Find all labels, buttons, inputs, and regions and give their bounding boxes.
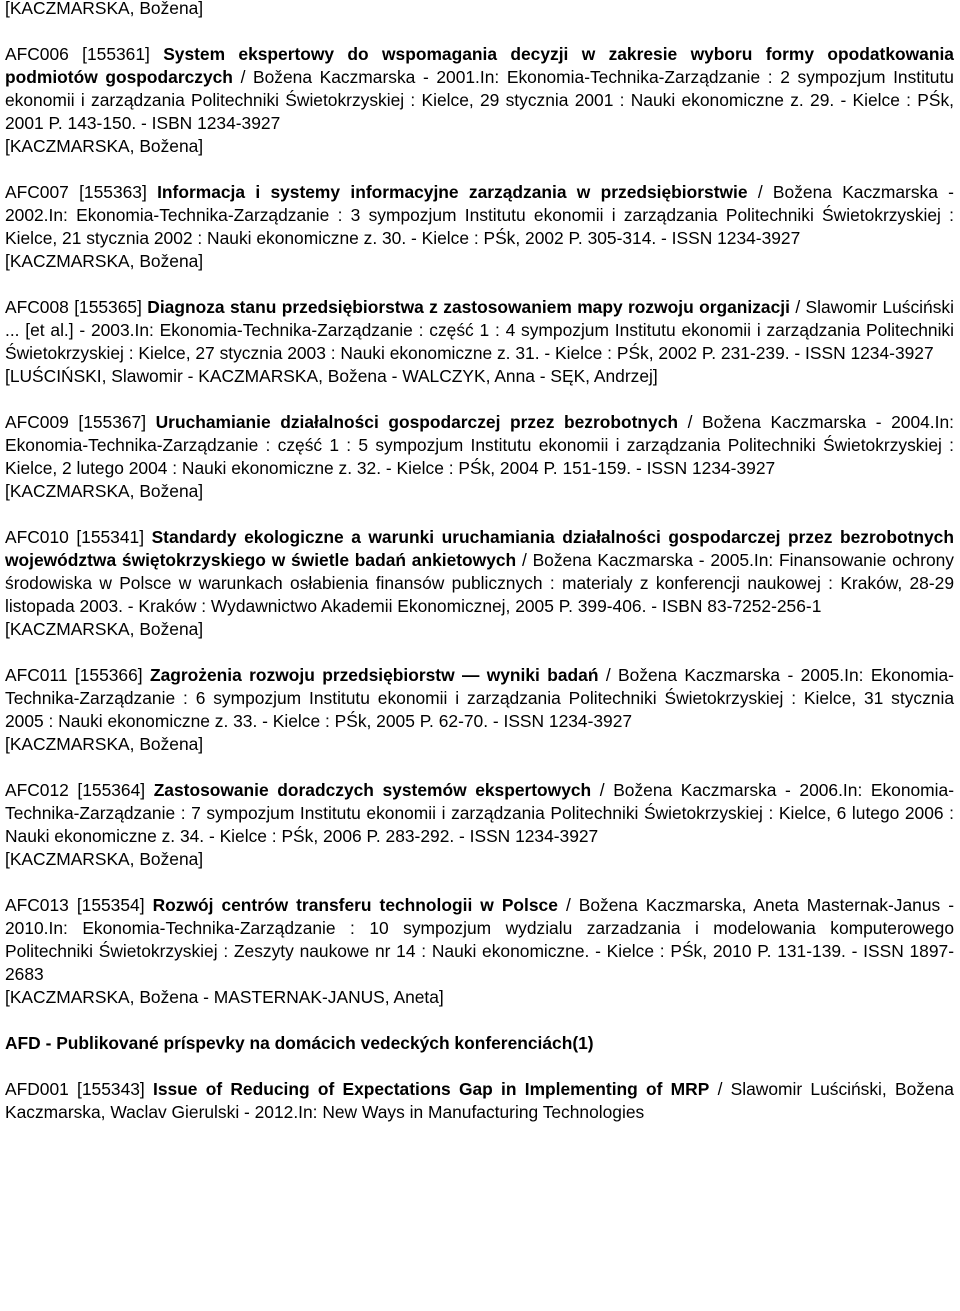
authors-line: [KACZMARSKA, Božena] (5, 734, 204, 754)
entry-details: / Božena Kaczmarska - 2005.In: Finansowanie ochrony środowiska w Polsce w warunkach osłabienia finansów publicznych : materialy z konferencji naukowej : Kraków, 28-29 listopada 2003. - Kraków : Wydawnictwo Akademii Ekonomicznej, 2005 P. 399-406. - ISBN 83-7252-256-1 (5, 550, 954, 616)
entry-id: [155366] (74, 665, 143, 685)
bibliography-entry-afc011 (5, 664, 954, 756)
section-heading: AFD - Publikované príspevky na domácich vedeckých konferenciách(1) (5, 1033, 594, 1053)
entry-id: [155361] (82, 44, 150, 64)
entry-details: / Slawomir Luściński ... [et al.] - 2003.In: Ekonomia-Technika-Zarządzanie : część 1 : 4 sympozjum Institutu ekonomii i zarządzania Politechniki Świetokrzyskiej : Kielce, 27 stycznia 2003 : Nauki ekonomiczne z. 31. - Kielce : PŚk, 2002 P. 231-239. - ISSN 1234-3927 (5, 297, 954, 363)
entry-text (5, 894, 954, 986)
authors-line: [KACZMARSKA, Božena] (5, 481, 204, 501)
entry-title: Standardy ekologiczne a warunki uruchamiania działalności gospodarczej przez bezrobotnych województwa świętokrzyskiego w świetle badań ankietowych (5, 527, 954, 570)
bibliography-entry-afc007 (5, 181, 954, 273)
entry-title: Diagnoza stanu przedsiębiorstwa z zastosowaniem mapy rozwoju organizacji (147, 297, 790, 317)
entry-title: Zastosowanie doradczych systemów ekspertowych (153, 780, 592, 800)
authors-line: [LUŚCIŃSKI, Slawomir - KACZMARSKA, Božena - WALCZYK, Anna - SĘK, Andrzej] (5, 366, 658, 386)
entry-title: Uruchamianie działalności gospodarczej przez bezrobotnych (155, 412, 679, 432)
entry-id: [155365] (74, 297, 142, 317)
entry-details: / Božena Kaczmarska - 2001.In: Ekonomia-Technika-Zarządzanie : 2 sympozjum Institutu ekonomii i zarządzania Politechniki Świetokrzyskiej : Kielce, 29 stycznia 2001 : Nauki ekonomiczne z. 29. - Kielce : PŚk, 2001 P. 143-150. - ISBN 1234-3927 (5, 67, 954, 133)
entry-id: [155364] (77, 780, 146, 800)
entry-code: AFC008 (5, 297, 69, 317)
entry-code: AFC007 (5, 182, 69, 202)
authors-line: [KACZMARSKA, Božena] (5, 849, 204, 869)
entry-text (5, 664, 954, 733)
entry-text (5, 411, 954, 480)
entry-details: / Božena Kaczmarska - 2002.In: Ekonomia-Technika-Zarządzanie : 3 sympozjum Institutu ekonomii i zarządzania Politechniki Świetokrzyskiej : Kielce, 21 stycznia 2002 : Nauki ekonomiczne z. 30. - Kielce : PŚk, 2002 P. 305-314. - ISSN 1234-3927 (5, 182, 954, 248)
entry-details: / Božena Kaczmarska - 2005.In: Ekonomia-Technika-Zarządzanie : 6 sympozjum Institutu ekonomii i zarządzania Politechniki Świetokrzyskiej : Kielce, 31 stycznia 2005 : Nauki ekonomiczne z. 33. - Kielce : PŚk, 2005 P. 62-70. - ISSN 1234-3927 (5, 665, 954, 731)
authors-line: [KACZMARSKA, Božena - MASTERNAK-JANUS, Aneta] (5, 987, 444, 1007)
entry-title: System ekspertowy do wspomagania decyzji w zakresie wyboru formy opodatkowania podmiotów gospodarczych (5, 44, 954, 87)
entry-title: Issue of Reducing of Expectations Gap in Implementing of MRP (153, 1079, 710, 1099)
entry-id: [155341] (76, 527, 145, 547)
entry-code: AFC009 (5, 412, 69, 432)
entry-code: AFC012 (5, 780, 69, 800)
entry-text (5, 296, 954, 365)
bibliography-entry-afc008 (5, 296, 954, 388)
entry-code: AFC006 (5, 44, 69, 64)
entry-code: AFD001 (5, 1079, 69, 1099)
bibliography-entry-afc010 (5, 526, 954, 641)
bibliography-entry-top-authors (5, 0, 954, 20)
entry-text (5, 43, 954, 135)
authors-line: [KACZMARSKA, Božena] (5, 619, 204, 639)
entry-details: / Božena Kaczmarska - 2004.In: Ekonomia-Technika-Zarządzanie : część 1 : 5 sympozjum Institutu ekonomii i zarządzania Politechniki Świetokrzyskiej : Kielce, 2 lutego 2004 : Nauki ekonomiczne z. 32. - Kielce : PŚk, 2004 P. 151-159. - ISSN 1234-3927 (5, 412, 954, 478)
entry-details: / Božena Kaczmarska - 2006.In: Ekonomia-Technika-Zarządzanie : 7 sympozjum Institutu ekonomii i zarządzania Politechniki Świetokrzyskiej : Kielce, 6 lutego 2006 : Nauki ekonomiczne z. 34. - Kielce : PŚk, 2006 P. 283-292. - ISSN 1234-3927 (5, 780, 954, 846)
entry-id: [155363] (79, 182, 147, 202)
authors-line: [KACZMARSKA, Božena] (5, 136, 204, 156)
entry-code: AFC011 (5, 665, 68, 685)
entry-id: [155367] (78, 412, 147, 432)
entry-text (5, 1078, 954, 1124)
bibliography-entry-afc013 (5, 894, 954, 1009)
entry-text (5, 779, 954, 848)
entry-title: Zagrożenia rozwoju przedsiębiorstw — wyniki badań (149, 665, 599, 685)
bibliography-entry-afd001 (5, 1078, 954, 1124)
bibliography-entry-afc006 (5, 43, 954, 158)
entry-title: Rozwój centrów transferu technologii w Polsce (152, 895, 558, 915)
entry-text (5, 181, 954, 250)
authors-line: [KACZMARSKA, Božena] (5, 0, 204, 18)
entry-code: AFC013 (5, 895, 69, 915)
entry-details: / Slawomir Luściński, Božena Kaczmarska, Waclav Gierulski - 2012.In: New Ways in Manufacturing Technologies (5, 1079, 954, 1122)
entry-id: [155343] (77, 1079, 145, 1099)
entry-code: AFC010 (5, 527, 69, 547)
entry-id: [155354] (76, 895, 145, 915)
entry-details: / Božena Kaczmarska, Aneta Masternak-Janus - 2010.In: Ekonomia-Technika-Zarządzanie : 10 sympozjum wydzialu zarzadzania i modelowania komputerowego Politechniki Świetokrzyskiej : Zeszyty naukowe nr 14 : Nauki ekonomiczne. - Kielce : PŚk, 2010 P. 131-139. - ISSN 1897-2683 (5, 895, 955, 984)
bibliography-entry-afc012 (5, 779, 954, 871)
authors-line: [KACZMARSKA, Božena] (5, 251, 204, 271)
entry-text (5, 526, 954, 618)
entry-title: Informacja i systemy informacyjne zarządzania w przedsiębiorstwie (157, 182, 748, 202)
bibliography-entry-afc009 (5, 411, 954, 503)
